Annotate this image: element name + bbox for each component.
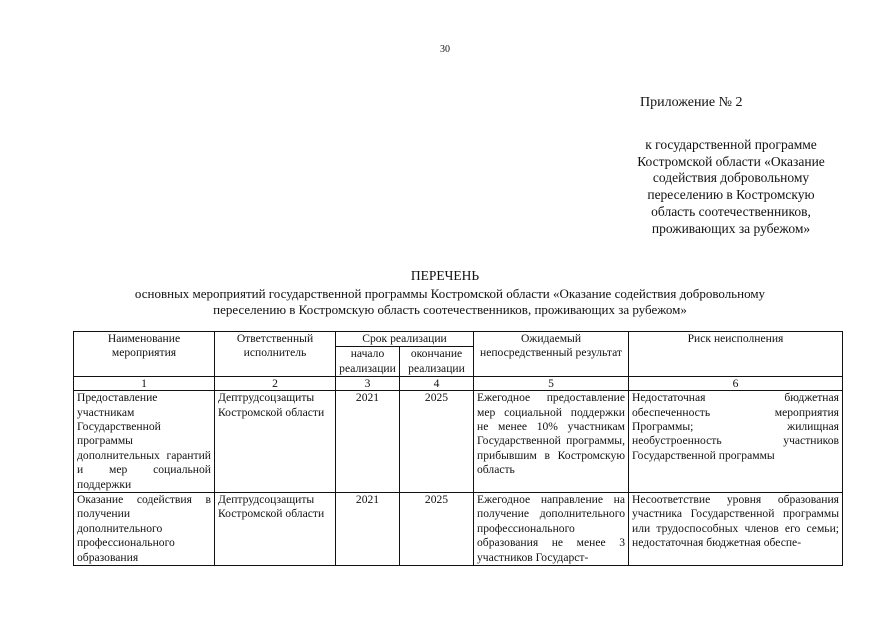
table-row — [74, 391, 843, 493]
appendix-subtitle-line: проживающих за рубежом» — [651, 220, 811, 236]
column-number: 3 — [336, 377, 400, 391]
header-end: окончание реализации — [400, 347, 474, 377]
appendix-title: Приложение № 2 — [640, 95, 743, 110]
appendix-subtitle-line: Костромской области «Оказание — [637, 153, 825, 169]
measure-name: Предоставление участникам Государственной программы дополнительных гарантий и мер социальной поддержки — [74, 391, 215, 493]
column-number: 1 — [74, 377, 215, 391]
measure-executor: Дептрудсоцзащиты Костромской области — [215, 493, 336, 566]
measure-end: 2025 — [400, 493, 474, 566]
measure-name: Оказание содействия в получении дополнительного профессионального образования — [74, 493, 215, 566]
measure-risk: Несоответствие уровня образования участника Государственной программы или трудоспособных членов его семьи; недостаточная бюджетная обеспе- — [629, 493, 843, 566]
measure-result: Ежегодное направление на получение дополнительного профессионального образования не менее 3 участников Государст- — [474, 493, 629, 566]
page-number: 30 — [440, 44, 450, 55]
header-start: начало реализации — [336, 347, 400, 377]
document-title: ПЕРЕЧЕНЬ — [410, 268, 480, 283]
column-number-row — [74, 377, 843, 391]
appendix-subtitle — [620, 137, 842, 237]
measure-start: 2021 — [336, 493, 400, 566]
document-subtitle-line: основных мероприятий государственной программы Костромской области «Оказание содействия добровольному — [134, 286, 766, 301]
measure-start: 2021 — [336, 391, 400, 493]
header-risk: Риск неисполнения — [629, 332, 843, 377]
column-number: 5 — [474, 377, 629, 391]
header-name: Наименование мероприятия — [74, 332, 215, 377]
document-subtitle — [60, 286, 840, 318]
appendix-subtitle-line: к государственной программе — [645, 137, 817, 152]
appendix-subtitle-line: область соотечественников, — [651, 203, 811, 219]
column-number: 6 — [629, 377, 843, 391]
table-header-row — [74, 332, 843, 347]
measure-risk: Недостаточная бюджетная обеспеченность мероприятия Программы; жилищная необустроенность участников Государственной программы — [629, 391, 843, 493]
appendix-subtitle-line: содействия добровольному — [652, 170, 810, 186]
measures-table — [73, 331, 843, 566]
measure-executor: Дептрудсоцзащиты Костромской области — [215, 391, 336, 493]
column-number: 2 — [215, 377, 336, 391]
measure-end: 2025 — [400, 391, 474, 493]
measure-result: Ежегодное предоставление мер социальной поддержки не менее 10% участникам Государственной программы, прибывшим в Костромскую область — [474, 391, 629, 493]
header-executor: Ответственный исполнитель — [215, 332, 336, 377]
header-period: Срок реализации — [336, 332, 474, 347]
document-subtitle-line: переселению в Костромскую область соотечественников, проживающих за рубежом» — [213, 302, 687, 317]
table-row — [74, 493, 843, 566]
column-number: 4 — [400, 377, 474, 391]
appendix-subtitle-line: переселению в Костромскую — [647, 187, 815, 203]
header-result: Ожидаемый непосредственный результат — [474, 332, 629, 377]
